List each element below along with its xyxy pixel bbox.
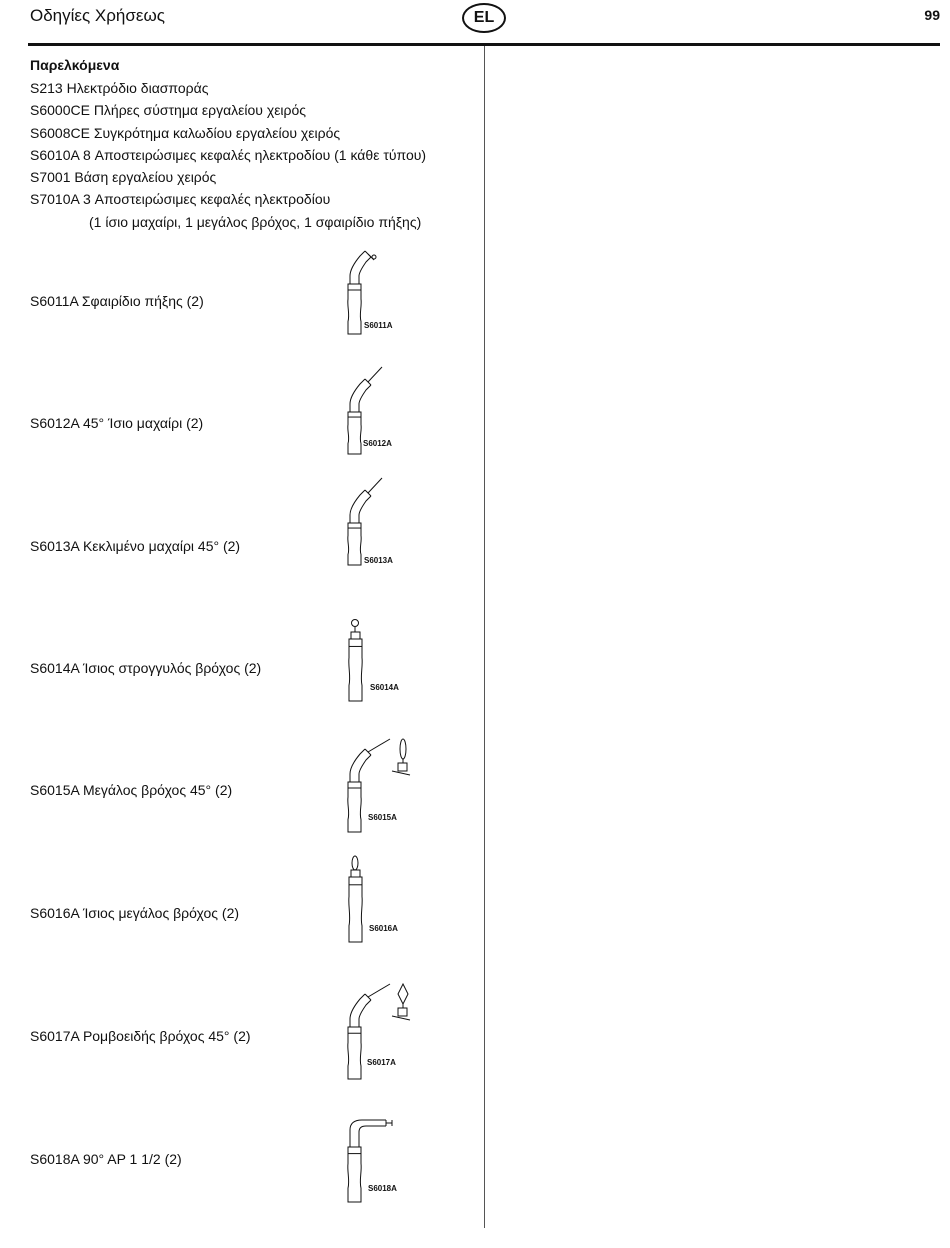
list-item: S6008CE Συγκρότημα καλωδίου εργαλείου χειρός bbox=[30, 124, 341, 141]
electrode-drawing bbox=[330, 857, 430, 967]
electrode-drawing bbox=[330, 982, 430, 1092]
column-divider bbox=[484, 46, 485, 1228]
electrode-drawing bbox=[330, 617, 430, 727]
electrode-figure bbox=[330, 488, 430, 598]
tool-item bbox=[0, 857, 480, 979]
figure-code-label: S6012A bbox=[363, 439, 392, 448]
electrode-drawing bbox=[330, 254, 430, 364]
document-title: Οδηγίες Χρήσεως bbox=[30, 6, 165, 25]
tool-label: S6014A Ίσιος στρογγυλός βρόχος (2) bbox=[30, 660, 262, 676]
tool-label: S6018A 90° AP 1 1/2 (2) bbox=[30, 1151, 182, 1167]
electrode-figure bbox=[330, 982, 430, 1092]
tool-label: S6013A Κεκλιμένο μαχαίρι 45° (2) bbox=[30, 538, 241, 554]
figure-code-label: S6014A bbox=[370, 683, 399, 692]
electrode-figure bbox=[330, 857, 430, 967]
page-number: 99 bbox=[924, 7, 940, 23]
list-item: S213 Ηλεκτρόδιο διασποράς bbox=[30, 80, 209, 96]
tool-item bbox=[0, 617, 480, 739]
tool-item bbox=[0, 488, 480, 610]
tool-label: S6012A 45° Ίσιο μαχαίρι (2) bbox=[30, 415, 204, 431]
electrode-figure bbox=[330, 617, 430, 727]
language-badge: EL bbox=[462, 3, 506, 33]
figure-code-label: S6017A bbox=[367, 1058, 396, 1067]
list-item: S6000CE Πλήρες σύστημα εργαλείου χειρός bbox=[30, 102, 307, 119]
accessories-list bbox=[30, 79, 426, 235]
list-item: S7001 Βάση εργαλείου χειρός bbox=[30, 169, 217, 186]
tool-label: S6017A Ρομβοειδής βρόχος 45° (2) bbox=[30, 1028, 251, 1044]
figure-code-label: S6016A bbox=[369, 924, 398, 933]
electrode-figure bbox=[330, 254, 430, 364]
tool-item bbox=[0, 1112, 480, 1234]
electrode-figure bbox=[330, 377, 430, 487]
tool-item bbox=[0, 254, 480, 376]
section-heading: Παρελκόμενα bbox=[30, 57, 120, 73]
figure-code-label: S6011A bbox=[364, 321, 393, 330]
figure-code-label: S6015A bbox=[368, 813, 397, 822]
tool-item bbox=[0, 377, 480, 499]
tool-item bbox=[0, 982, 480, 1104]
tool-label: S6016A Ίσιος μεγάλος βρόχος (2) bbox=[30, 905, 240, 921]
electrode-figure bbox=[330, 737, 430, 847]
figure-code-label: S6013A bbox=[364, 556, 393, 565]
electrode-drawing bbox=[330, 488, 430, 598]
list-item: S6010A 8 Αποστειρώσιμες κεφαλές ηλεκτροδίου (1 κάθε τύπου) bbox=[30, 146, 427, 163]
electrode-drawing bbox=[330, 377, 430, 487]
tool-label: S6011A Σφαιρίδιο πήξης (2) bbox=[30, 293, 204, 309]
figure-code-label: S6018A bbox=[368, 1184, 397, 1193]
tool-item bbox=[0, 737, 480, 859]
tool-label: S6015A Μεγάλος βρόχος 45° (2) bbox=[30, 782, 233, 798]
electrode-figure bbox=[330, 1112, 430, 1222]
electrode-drawing bbox=[330, 737, 430, 847]
list-item: S7010A 3 Αποστειρώσιμες κεφαλές ηλεκτροδίου bbox=[30, 191, 331, 208]
list-item-continuation: (1 ίσιο μαχαίρι, 1 μεγάλος βρόχος, 1 σφαιρίδιο πήξης) bbox=[89, 213, 422, 230]
electrode-drawing bbox=[330, 1112, 430, 1222]
